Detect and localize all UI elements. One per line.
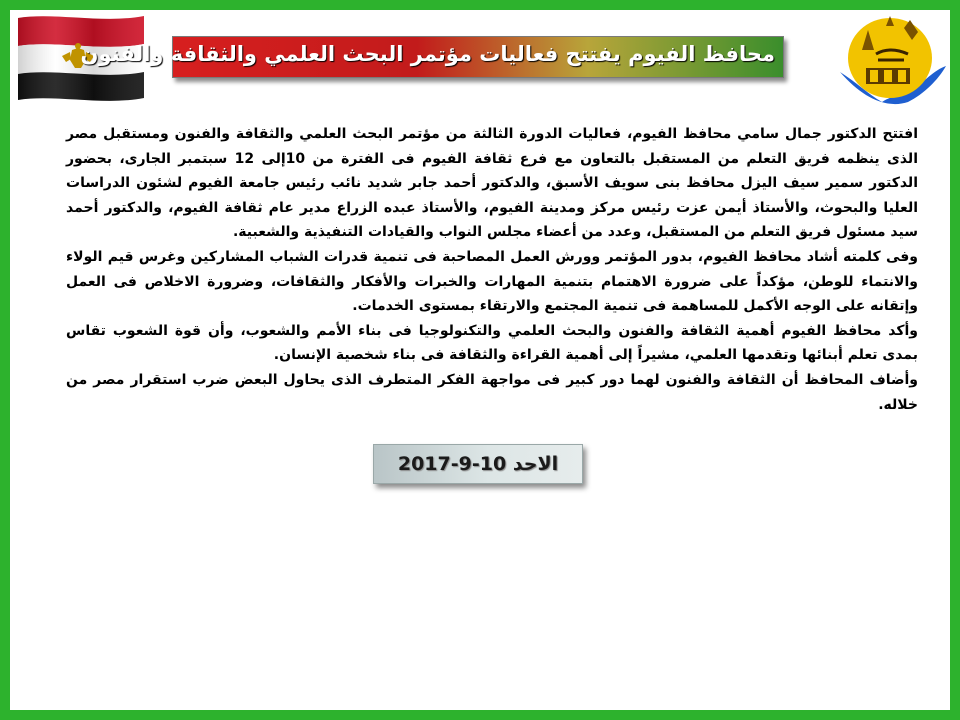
article-paragraph: وأكد محافظ الفيوم أهمية الثقافة والفنون والبحث العلمي والتكنولوجيا فى بناء الأمم والشعوب، وأن قوة الشعوب تقاس بمدى تعلم أبنائها وتقدمها العلمي، مشيراً إلى أهمية القراءة والثقافة فى بناء شخصية الإنسان. (66, 322, 918, 364)
title-banner (80, 36, 784, 78)
date-label: الاحد 10-9-2017 (397, 453, 559, 475)
page-title: محافظ الفيوم يفتتح فعاليات مؤتمر البحث العلمي والثقافة والفنون (80, 42, 775, 66)
article-paragraph: وأضاف المحافظ أن الثقافة والفنون لهما دور كبير فى مواجهة الفكر المتطرف الذى يحاول البعض ضرب استقرار مصر من خلاله. (66, 371, 918, 413)
article-paragraph: وفى كلمته أشاد محافظ الفيوم، بدور المؤتمر وورش العمل المصاحبة فى تنمية قدرات الشباب المشاركين وغرس قيم الولاء والانتماء للوطن، مؤكداً على ضرورة الاهتمام بتنمية المهارات والخبرات والأفكار والثقافات، وضرورة الاخلاص فى العمل وإتقانه على الوجه الأكمل للمساهمة فى تنمية المجتمع والارتقاء بمستوى الخدمات. (66, 248, 918, 315)
article-paragraph: افتتح الدكتور جمال سامي محافظ الفيوم، فعاليات الدورة الثالثة من مؤتمر البحث العلمي والثقافة والفنون ومستقبل مصر الذى ينظمه فريق التعلم من المستقبل بالتعاون مع فرع ثقافة الفيوم فى الفترة من 10إلى 12 سبتمبر الجارى، بحضور الدكتور سمير سيف اليزل محافظ بنى سويف الأسبق، والدكتور أحمد جابر شديد نائب رئيس جامعة الفيوم لشئون الدراسات العليا والبحوث، والأستاذ أيمن عزت رئيس مركز ومدينة الفيوم، والأستاذ عبده الزراع مدير عام ثقافة الفيوم، والدكتور أحمد سيد مسئول فريق التعلم من المستقبل، وعدد من أعضاء مجلس النواب والقيادات التنفيذية والشعبية. (66, 126, 918, 241)
governorate-logo-icon (838, 10, 950, 106)
date-badge (373, 444, 583, 484)
article-body (66, 122, 918, 417)
